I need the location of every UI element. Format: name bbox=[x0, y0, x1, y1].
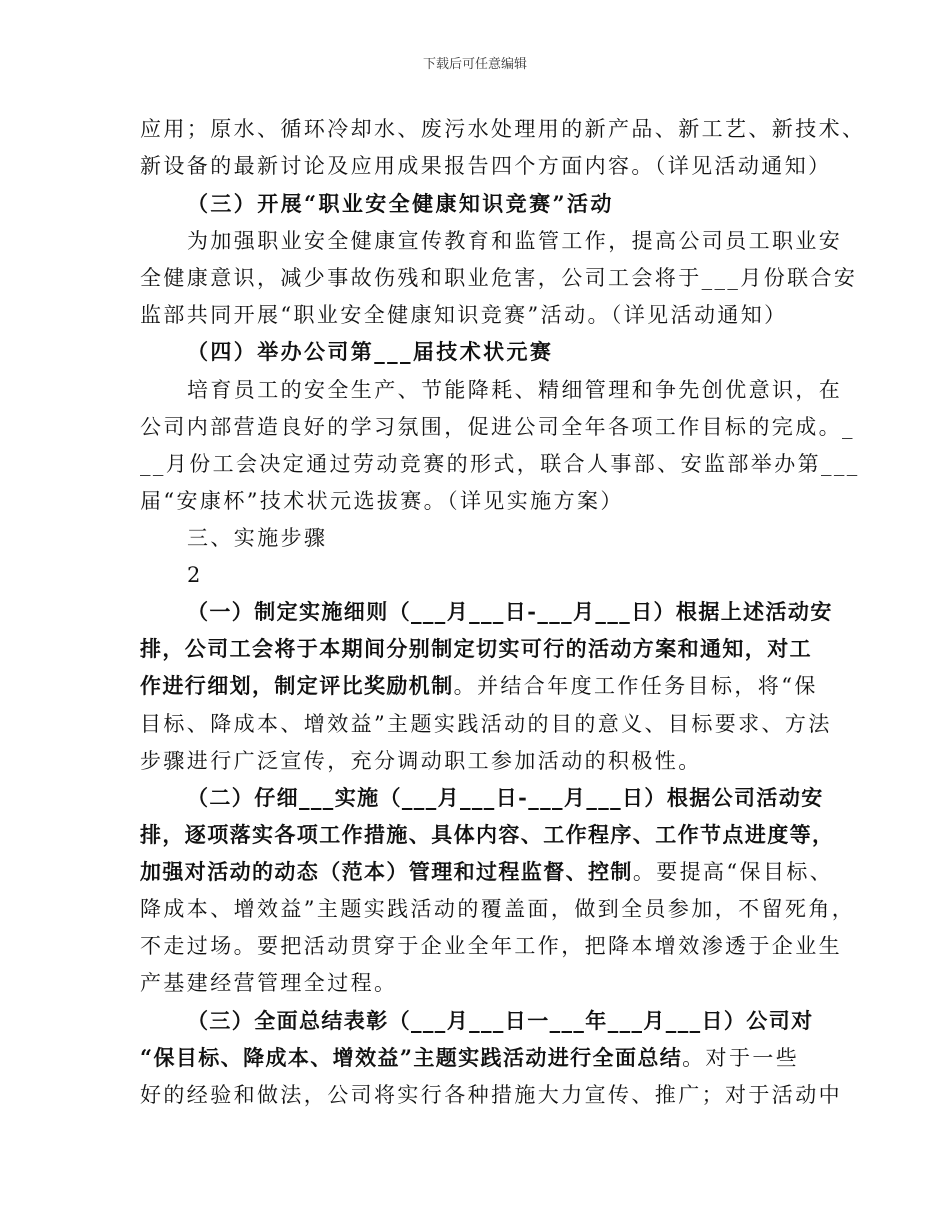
bold-text: 加强对活动的动态（范本）管理和过程监督、控制 bbox=[140, 859, 633, 884]
section-heading: （四）举办公司第___届技术状元赛 bbox=[187, 339, 554, 364]
text-line: 届“安康杯”技术状元选拔赛。（详见实施方案） bbox=[140, 489, 624, 513]
text-line: 监部共同开展“职业安全健康知识竞赛”活动。（详见活动通知） bbox=[140, 303, 788, 327]
bold-text: “保目标、降成本、增效益”主题实践活动进行全面总结 bbox=[140, 1045, 683, 1070]
page-header: 下载后可任意编辑 bbox=[422, 57, 527, 72]
plain-text: 。要提高“保目标、 bbox=[632, 860, 834, 884]
page-number: 2 bbox=[187, 563, 203, 587]
step-heading: （一）制定实施细则（___月___日-___月___日）根据上述活动安 bbox=[187, 599, 833, 624]
plain-text: 。并结合年度工作任务目标，将“保 bbox=[453, 674, 818, 698]
text-line: __月份工会决定通过劳动竞赛的形式，联合人事部、安监部举办第___ bbox=[140, 452, 860, 476]
step-heading: （二）仔细___实施（___月___日-___月___日）根据公司活动安 bbox=[187, 785, 824, 810]
plain-text: 。对于一些 bbox=[682, 1046, 800, 1070]
text-line: 好的经验和做法，公司将实行各种措施大力宣传、推广；对于活动中 bbox=[140, 1083, 842, 1107]
text-line: 公司内部营造良好的学习氛围，促进公司全年各项工作目标的完成。_ bbox=[140, 415, 855, 439]
text-line: 新设备的最新讨论及应用成果报告四个方面内容。（详见活动通知） bbox=[140, 154, 832, 178]
text-line: 降成本、增效益”主题实践活动的覆盖面，做到全员参加，不留死角， bbox=[140, 897, 856, 921]
text-line: 目标、降成本、增效益”主题实践活动的目的意义、目标要求、方法 bbox=[140, 712, 832, 736]
text-line: 应用；原水、循环冷却水、废污水处理用的新产品、新工艺、新技术、 bbox=[140, 117, 866, 141]
step-heading: （三）全面总结表彰（___月___日一___年___月___日）公司对 bbox=[187, 1008, 814, 1033]
bold-text: 作进行细划，制定评比奖励机制 bbox=[140, 673, 454, 698]
text-line: 步骤进行广泛宣传，充分调动职工参加活动的积极性。 bbox=[140, 749, 702, 773]
text-line: 产基建经营管理全过程。 bbox=[140, 971, 398, 995]
text-line: 排，逐项落实各项工作措施、具体内容、工作程序、工作节点进度等， bbox=[140, 822, 835, 847]
text-line bbox=[140, 858, 834, 886]
text-line: 培育员工的安全生产、节能降耗、精细管理和争先创优意识，在 bbox=[187, 378, 843, 402]
text-line: 全健康意识，减少事故伤残和职业危害，公司工会将于___月份联合安 bbox=[140, 266, 858, 290]
text-line bbox=[140, 1044, 820, 1072]
section-heading: 三、实施步骤 bbox=[187, 526, 328, 550]
text-line: 排，公司工会将于本期间分别制定切实可行的活动方案和通知，对工 bbox=[140, 636, 812, 661]
text-line: 不走过场。要把活动贯穿于企业全年工作，把降本增效渗透于企业生 bbox=[140, 934, 842, 958]
text-line: 为加强职业安全健康宣传教育和监管工作，提高公司员工职业安 bbox=[187, 229, 843, 253]
section-heading: （三）开展“职业安全健康知识竞赛”活动 bbox=[187, 191, 614, 216]
text-line bbox=[140, 672, 820, 700]
